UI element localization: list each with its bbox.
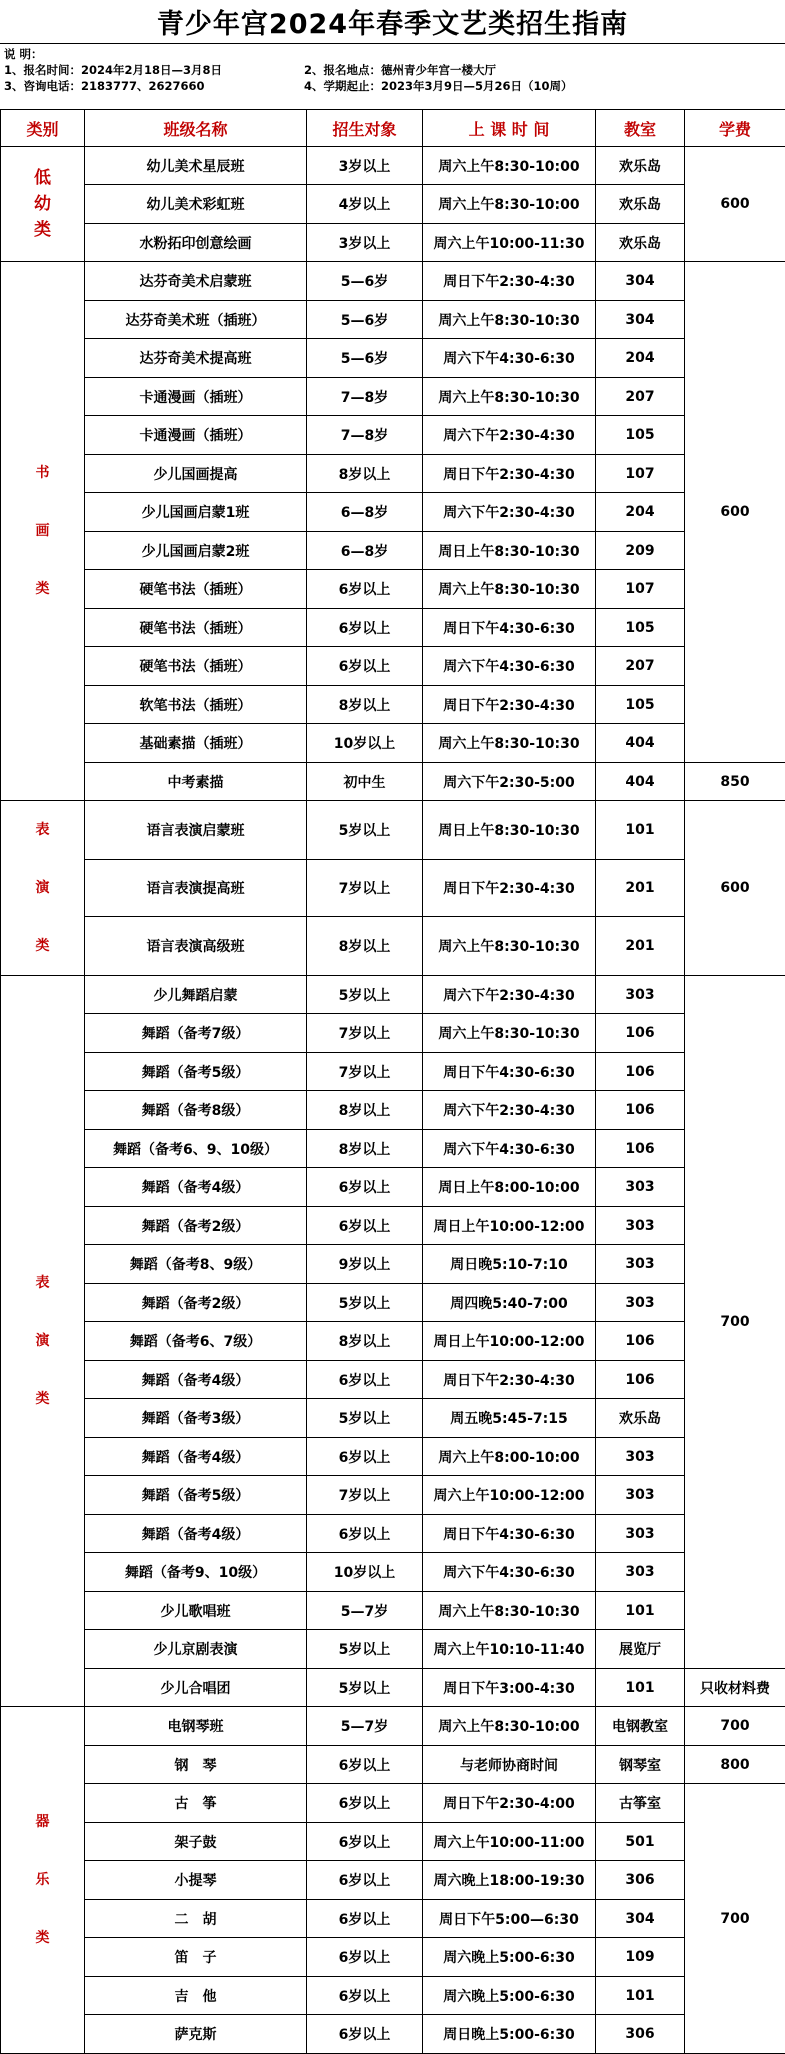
room-cell: 303 xyxy=(596,1284,685,1322)
table-row xyxy=(1,647,785,686)
time-cell: 周日下午2:30-4:30 xyxy=(423,455,596,493)
table-row xyxy=(1,1861,785,1900)
table-row xyxy=(1,1361,785,1399)
class-name-cell: 少儿京剧表演 xyxy=(85,1630,307,1669)
time-cell: 周六晚上18:00-19:30 xyxy=(423,1861,596,1900)
table-row xyxy=(1,1014,785,1053)
room-cell: 106 xyxy=(596,1130,685,1168)
room-cell: 501 xyxy=(596,1823,685,1861)
time-cell: 周日晚5:10-7:10 xyxy=(423,1245,596,1284)
registration-time: 1、报名时间：2024年2月18日—3月8日 xyxy=(4,62,304,78)
room-cell: 106 xyxy=(596,1361,685,1399)
table-row xyxy=(1,1784,785,1823)
room-cell: 306 xyxy=(596,1861,685,1900)
time-cell: 周六上午10:00-11:30 xyxy=(423,224,596,262)
target-cell: 6岁以上 xyxy=(307,1861,423,1900)
time-cell: 与老师协商时间 xyxy=(423,1746,596,1784)
target-cell: 4岁以上 xyxy=(307,185,423,224)
class-name-cell: 舞蹈（备考9、10级） xyxy=(85,1553,307,1592)
target-cell: 8岁以上 xyxy=(307,1130,423,1168)
time-cell: 周六上午8:00-10:00 xyxy=(423,1438,596,1476)
fee-cell: 600 xyxy=(685,262,785,763)
time-cell: 周六上午8:30-10:00 xyxy=(423,1707,596,1746)
room-cell: 303 xyxy=(596,1168,685,1207)
target-cell: 8岁以上 xyxy=(307,455,423,493)
room-cell: 106 xyxy=(596,1322,685,1361)
table-row xyxy=(1,532,785,570)
target-cell: 6岁以上 xyxy=(307,1207,423,1245)
table-row xyxy=(1,917,785,976)
table-row xyxy=(1,378,785,416)
time-cell: 周六上午8:30-10:00 xyxy=(423,147,596,185)
time-cell: 周日上午10:00-12:00 xyxy=(423,1207,596,1245)
table-row xyxy=(1,301,785,339)
room-cell: 101 xyxy=(596,801,685,860)
target-cell: 10岁以上 xyxy=(307,1553,423,1592)
class-name-cell: 舞蹈（备考4级） xyxy=(85,1361,307,1399)
target-cell: 6岁以上 xyxy=(307,1168,423,1207)
table-row xyxy=(1,1168,785,1207)
room-cell: 303 xyxy=(596,1476,685,1515)
class-name-cell: 语言表演高级班 xyxy=(85,917,307,976)
table-row xyxy=(1,416,785,455)
table-row xyxy=(1,763,785,801)
table-row xyxy=(1,686,785,724)
target-cell: 5—6岁 xyxy=(307,301,423,339)
room-cell: 303 xyxy=(596,1438,685,1476)
time-cell: 周六下午2:30-4:30 xyxy=(423,493,596,532)
class-name-cell: 电钢琴班 xyxy=(85,1707,307,1746)
header-time: 上 课 时 间 xyxy=(423,110,596,147)
fee-cell: 850 xyxy=(685,763,785,801)
target-cell: 7—8岁 xyxy=(307,416,423,455)
time-cell: 周日下午4:30-6:30 xyxy=(423,609,596,647)
target-cell: 6岁以上 xyxy=(307,1977,423,2015)
table-row xyxy=(1,493,785,532)
room-cell: 欢乐岛 xyxy=(596,224,685,262)
room-cell: 204 xyxy=(596,339,685,378)
target-cell: 6岁以上 xyxy=(307,647,423,686)
class-name-cell: 软笔书法（插班） xyxy=(85,686,307,724)
room-cell: 107 xyxy=(596,570,685,609)
time-cell: 周六下午4:30-6:30 xyxy=(423,1553,596,1592)
class-name-cell: 舞蹈（备考4级） xyxy=(85,1168,307,1207)
room-cell: 101 xyxy=(596,1977,685,2015)
table-row xyxy=(1,455,785,493)
notes-line-2 xyxy=(4,78,784,94)
time-cell: 周六上午8:30-10:30 xyxy=(423,724,596,763)
room-cell: 207 xyxy=(596,647,685,686)
target-cell: 5—7岁 xyxy=(307,1707,423,1746)
time-cell: 周六上午8:30-10:30 xyxy=(423,917,596,976)
target-cell: 6岁以上 xyxy=(307,1361,423,1399)
table-row xyxy=(1,801,785,860)
room-cell: 204 xyxy=(596,493,685,532)
room-cell: 105 xyxy=(596,609,685,647)
room-cell: 101 xyxy=(596,1669,685,1707)
table-row xyxy=(1,1746,785,1784)
room-cell: 201 xyxy=(596,917,685,976)
table-row xyxy=(1,976,785,1014)
target-cell: 6岁以上 xyxy=(307,1746,423,1784)
fee-cell: 800 xyxy=(685,1746,785,1784)
class-name-cell: 舞蹈（备考3级） xyxy=(85,1399,307,1438)
time-cell: 周六上午8:30-10:30 xyxy=(423,1014,596,1053)
class-name-cell: 舞蹈（备考8、9级） xyxy=(85,1245,307,1284)
notes-heading: 说 明： xyxy=(4,46,784,62)
target-cell: 8岁以上 xyxy=(307,686,423,724)
time-cell: 周六下午2:30-4:30 xyxy=(423,1091,596,1130)
class-name-cell: 达芬奇美术启蒙班 xyxy=(85,262,307,301)
table-row xyxy=(1,1515,785,1553)
room-cell: 304 xyxy=(596,301,685,339)
class-name-cell: 硬笔书法（插班） xyxy=(85,609,307,647)
target-cell: 6岁以上 xyxy=(307,570,423,609)
class-name-cell: 笛 子 xyxy=(85,1938,307,1977)
term-dates: 4、学期起止：2023年3月9日—5月26日（10周） xyxy=(304,78,573,94)
time-cell: 周六上午10:00-11:00 xyxy=(423,1823,596,1861)
category-cell: 表 演 类 xyxy=(1,801,85,976)
target-cell: 6岁以上 xyxy=(307,609,423,647)
time-cell: 周四晚5:40-7:00 xyxy=(423,1284,596,1322)
target-cell: 5—6岁 xyxy=(307,262,423,301)
category-cell: 书 画 类 xyxy=(1,262,85,801)
table-row xyxy=(1,1284,785,1322)
time-cell: 周日下午4:30-6:30 xyxy=(423,1515,596,1553)
target-cell: 5岁以上 xyxy=(307,1630,423,1669)
time-cell: 周五晚5:45-7:15 xyxy=(423,1399,596,1438)
class-name-cell: 语言表演提高班 xyxy=(85,859,307,916)
class-name-cell: 卡通漫画（插班） xyxy=(85,378,307,416)
target-cell: 6岁以上 xyxy=(307,2015,423,2054)
target-cell: 7岁以上 xyxy=(307,1014,423,1053)
class-name-cell: 架子鼓 xyxy=(85,1823,307,1861)
table-row xyxy=(1,1707,785,1746)
table-row xyxy=(1,1592,785,1630)
room-cell: 306 xyxy=(596,2015,685,2054)
time-cell: 周六下午4:30-6:30 xyxy=(423,647,596,686)
room-cell: 钢琴室 xyxy=(596,1746,685,1784)
table-row xyxy=(1,224,785,262)
class-name-cell: 达芬奇美术提高班 xyxy=(85,339,307,378)
category-cell: 表 演 类 xyxy=(1,976,85,1707)
target-cell: 5—6岁 xyxy=(307,339,423,378)
header-fee: 学费 xyxy=(685,110,785,147)
room-cell: 109 xyxy=(596,1938,685,1977)
class-name-cell: 硬笔书法（插班） xyxy=(85,647,307,686)
class-name-cell: 舞蹈（备考4级） xyxy=(85,1515,307,1553)
target-cell: 7—8岁 xyxy=(307,378,423,416)
time-cell: 周六晚上5:00-6:30 xyxy=(423,1977,596,2015)
room-cell: 电钢教室 xyxy=(596,1707,685,1746)
table-row xyxy=(1,339,785,378)
time-cell: 周日上午8:30-10:30 xyxy=(423,801,596,860)
fee-cell: 600 xyxy=(685,147,785,262)
class-name-cell: 基础素描（插班） xyxy=(85,724,307,763)
target-cell: 8岁以上 xyxy=(307,1322,423,1361)
room-cell: 欢乐岛 xyxy=(596,185,685,224)
table-row xyxy=(1,1669,785,1707)
table-row xyxy=(1,859,785,916)
target-cell: 8岁以上 xyxy=(307,917,423,976)
class-name-cell: 少儿国画启蒙1班 xyxy=(85,493,307,532)
class-name-cell: 水粉拓印创意绘画 xyxy=(85,224,307,262)
class-name-cell: 少儿舞蹈启蒙 xyxy=(85,976,307,1014)
category-cell: 低 幼 类 xyxy=(1,147,85,262)
class-name-cell: 少儿国画提高 xyxy=(85,455,307,493)
class-name-cell: 达芬奇美术班（插班） xyxy=(85,301,307,339)
table-row xyxy=(1,1053,785,1091)
class-name-cell: 舞蹈（备考6、9、10级） xyxy=(85,1130,307,1168)
notes-block xyxy=(4,46,784,94)
header-class-name: 班级名称 xyxy=(85,110,307,147)
fee-cell: 700 xyxy=(685,1784,785,2054)
time-cell: 周日下午2:30-4:30 xyxy=(423,262,596,301)
fee-cell: 只收材料费 xyxy=(685,1669,785,1707)
notes-line-1 xyxy=(4,62,784,78)
registration-location: 2、报名地点：德州青少年宫一楼大厅 xyxy=(304,62,496,78)
time-cell: 周日下午2:30-4:30 xyxy=(423,1361,596,1399)
class-name-cell: 少儿合唱团 xyxy=(85,1669,307,1707)
room-cell: 404 xyxy=(596,724,685,763)
table-row xyxy=(1,609,785,647)
table-row xyxy=(1,262,785,301)
time-cell: 周日下午4:30-6:30 xyxy=(423,1053,596,1091)
target-cell: 9岁以上 xyxy=(307,1245,423,1284)
time-cell: 周六下午4:30-6:30 xyxy=(423,1130,596,1168)
room-cell: 古筝室 xyxy=(596,1784,685,1823)
time-cell: 周六上午8:30-10:30 xyxy=(423,570,596,609)
class-name-cell: 舞蹈（备考2级） xyxy=(85,1207,307,1245)
class-name-cell: 少儿歌唱班 xyxy=(85,1592,307,1630)
room-cell: 101 xyxy=(596,1592,685,1630)
room-cell: 展览厅 xyxy=(596,1630,685,1669)
time-cell: 周日下午2:30-4:00 xyxy=(423,1784,596,1823)
target-cell: 7岁以上 xyxy=(307,1476,423,1515)
table-row xyxy=(1,724,785,763)
class-name-cell: 萨克斯 xyxy=(85,2015,307,2054)
time-cell: 周六上午8:30-10:30 xyxy=(423,1592,596,1630)
class-name-cell: 语言表演启蒙班 xyxy=(85,801,307,860)
table-row xyxy=(1,1977,785,2015)
time-cell: 周日下午2:30-4:30 xyxy=(423,686,596,724)
class-name-cell: 卡通漫画（插班） xyxy=(85,416,307,455)
target-cell: 7岁以上 xyxy=(307,1053,423,1091)
table-row xyxy=(1,1130,785,1168)
target-cell: 8岁以上 xyxy=(307,1091,423,1130)
time-cell: 周六下午2:30-5:00 xyxy=(423,763,596,801)
class-name-cell: 古 筝 xyxy=(85,1784,307,1823)
time-cell: 周六上午10:00-12:00 xyxy=(423,1476,596,1515)
target-cell: 10岁以上 xyxy=(307,724,423,763)
target-cell: 7岁以上 xyxy=(307,859,423,916)
target-cell: 6—8岁 xyxy=(307,532,423,570)
time-cell: 周日上午8:00-10:00 xyxy=(423,1168,596,1207)
class-name-cell: 舞蹈（备考5级） xyxy=(85,1476,307,1515)
target-cell: 6岁以上 xyxy=(307,1438,423,1476)
category-cell: 器 乐 类 xyxy=(1,1707,85,2054)
room-cell: 106 xyxy=(596,1053,685,1091)
table-row xyxy=(1,1438,785,1476)
table-row xyxy=(1,1207,785,1245)
class-name-cell: 吉 他 xyxy=(85,1977,307,2015)
class-name-cell: 幼儿美术彩虹班 xyxy=(85,185,307,224)
fee-cell: 700 xyxy=(685,976,785,1669)
class-name-cell: 舞蹈（备考5级） xyxy=(85,1053,307,1091)
target-cell: 5岁以上 xyxy=(307,1284,423,1322)
class-name-cell: 幼儿美术星辰班 xyxy=(85,147,307,185)
room-cell: 欢乐岛 xyxy=(596,147,685,185)
target-cell: 3岁以上 xyxy=(307,147,423,185)
table-row xyxy=(1,1823,785,1861)
table-row xyxy=(1,1476,785,1515)
table-row xyxy=(1,570,785,609)
table-row xyxy=(1,1553,785,1592)
target-cell: 5岁以上 xyxy=(307,801,423,860)
class-name-cell: 舞蹈（备考2级） xyxy=(85,1284,307,1322)
table-row xyxy=(1,1630,785,1669)
table-row xyxy=(1,1322,785,1361)
time-cell: 周日下午3:00-4:30 xyxy=(423,1669,596,1707)
room-cell: 106 xyxy=(596,1014,685,1053)
table-row xyxy=(1,1245,785,1284)
class-name-cell: 中考素描 xyxy=(85,763,307,801)
class-name-cell: 舞蹈（备考4级） xyxy=(85,1438,307,1476)
room-cell: 303 xyxy=(596,1245,685,1284)
time-cell: 周六下午2:30-4:30 xyxy=(423,976,596,1014)
table-row xyxy=(1,1091,785,1130)
time-cell: 周六上午8:30-10:30 xyxy=(423,378,596,416)
time-cell: 周六上午8:30-10:30 xyxy=(423,301,596,339)
room-cell: 105 xyxy=(596,416,685,455)
target-cell: 6—8岁 xyxy=(307,493,423,532)
room-cell: 303 xyxy=(596,1515,685,1553)
header-room: 教室 xyxy=(596,110,685,147)
room-cell: 105 xyxy=(596,686,685,724)
fee-cell: 600 xyxy=(685,801,785,976)
table-body xyxy=(1,147,785,2054)
table-row xyxy=(1,147,785,185)
room-cell: 303 xyxy=(596,1553,685,1592)
target-cell: 初中生 xyxy=(307,763,423,801)
room-cell: 107 xyxy=(596,455,685,493)
target-cell: 5岁以上 xyxy=(307,1669,423,1707)
table-row xyxy=(1,185,785,224)
time-cell: 周六上午10:10-11:40 xyxy=(423,1630,596,1669)
time-cell: 周六下午2:30-4:30 xyxy=(423,416,596,455)
target-cell: 6岁以上 xyxy=(307,1515,423,1553)
room-cell: 304 xyxy=(596,1900,685,1938)
class-name-cell: 钢 琴 xyxy=(85,1746,307,1784)
time-cell: 周日晚上5:00-6:30 xyxy=(423,2015,596,2054)
time-cell: 周六下午4:30-6:30 xyxy=(423,339,596,378)
room-cell: 404 xyxy=(596,763,685,801)
time-cell: 周日上午8:30-10:30 xyxy=(423,532,596,570)
table-row xyxy=(1,1938,785,1977)
target-cell: 6岁以上 xyxy=(307,1938,423,1977)
target-cell: 6岁以上 xyxy=(307,1823,423,1861)
room-cell: 207 xyxy=(596,378,685,416)
room-cell: 欢乐岛 xyxy=(596,1399,685,1438)
room-cell: 209 xyxy=(596,532,685,570)
header-category: 类别 xyxy=(1,110,85,147)
room-cell: 106 xyxy=(596,1091,685,1130)
time-cell: 周日下午5:00—6:30 xyxy=(423,1900,596,1938)
table-row xyxy=(1,1399,785,1438)
class-name-cell: 少儿国画启蒙2班 xyxy=(85,532,307,570)
class-name-cell: 舞蹈（备考6、7级） xyxy=(85,1322,307,1361)
schedule-table xyxy=(0,109,785,2054)
target-cell: 5—7岁 xyxy=(307,1592,423,1630)
table-row xyxy=(1,2015,785,2054)
target-cell: 3岁以上 xyxy=(307,224,423,262)
room-cell: 304 xyxy=(596,262,685,301)
class-name-cell: 二 胡 xyxy=(85,1900,307,1938)
time-cell: 周六晚上5:00-6:30 xyxy=(423,1938,596,1977)
table-header-row xyxy=(1,110,785,147)
class-name-cell: 舞蹈（备考7级） xyxy=(85,1014,307,1053)
room-cell: 303 xyxy=(596,1207,685,1245)
fee-cell: 700 xyxy=(685,1707,785,1746)
table-row xyxy=(1,1900,785,1938)
room-cell: 303 xyxy=(596,976,685,1014)
time-cell: 周六上午8:30-10:00 xyxy=(423,185,596,224)
target-cell: 5岁以上 xyxy=(307,1399,423,1438)
time-cell: 周日上午10:00-12:00 xyxy=(423,1322,596,1361)
target-cell: 6岁以上 xyxy=(307,1900,423,1938)
class-name-cell: 硬笔书法（插班） xyxy=(85,570,307,609)
time-cell: 周日下午2:30-4:30 xyxy=(423,859,596,916)
target-cell: 6岁以上 xyxy=(307,1784,423,1823)
room-cell: 201 xyxy=(596,859,685,916)
class-name-cell: 舞蹈（备考8级） xyxy=(85,1091,307,1130)
contact-phone: 3、咨询电话：2183777、2627660 xyxy=(4,78,304,94)
header-target: 招生对象 xyxy=(307,110,423,147)
page-title: 青少年宫2024年春季文艺类招生指南 xyxy=(0,0,785,44)
target-cell: 5岁以上 xyxy=(307,976,423,1014)
class-name-cell: 小提琴 xyxy=(85,1861,307,1900)
